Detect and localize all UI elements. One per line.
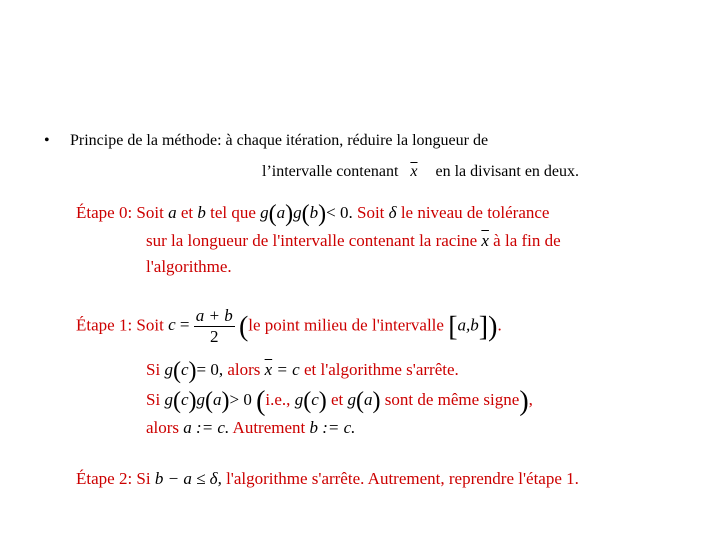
assign-a: a := c. — [183, 418, 230, 437]
delta-symbol: δ — [388, 203, 397, 222]
etape0-line2 — [146, 231, 561, 251]
etape1-line2 — [146, 358, 459, 385]
etape0-inequality: g(a)g(b)< 0. — [260, 201, 353, 227]
var-a: a — [168, 203, 177, 222]
etape1-alors: alors — [227, 360, 261, 379]
bullet-line-2 — [262, 163, 579, 181]
etape1-milieu: le point milieu de l'intervalle — [248, 315, 444, 335]
etape0-tel-que: tel que — [210, 203, 256, 222]
etape1-autrement: Autrement — [232, 418, 306, 437]
g-of-c: g(c) — [294, 388, 327, 414]
bullet-line2-prefix: l’intervalle contenant — [262, 163, 399, 180]
var-b: b — [197, 203, 206, 222]
interval-ab: a,b — [457, 315, 479, 335]
bullet-marker: • — [44, 132, 50, 149]
etape2-si: Si — [136, 469, 151, 488]
g-of-c-eq-0: g(c)= 0, — [164, 358, 224, 384]
etape2-label: Étape 2: — [76, 469, 133, 488]
etape0-niveau: le niveau de tolérance — [400, 203, 550, 222]
etape1-si1: Si — [146, 360, 161, 379]
etape0-line3: l'algorithme. — [146, 257, 232, 276]
etape1-soit: Soit — [136, 315, 164, 335]
etape1-alors2: alors — [146, 418, 180, 437]
etape1-label: Étape 1: — [76, 315, 133, 335]
bullet-line-1 — [44, 132, 50, 150]
etape1-et: et — [330, 390, 344, 409]
etape0-label: Étape 0: — [76, 203, 133, 222]
etape1-line3: Si g(c)g(a)> 0 (i.e., g(c) et g(a) sont de même signe), — [146, 386, 533, 417]
etape0-line2-text: sur la longueur de l'intervalle contenant la racine — [146, 231, 478, 250]
etape0-soit: Soit — [136, 203, 164, 222]
g-of-a: g(a) — [347, 388, 381, 414]
bullet-text-1: Principe de la méthode: à chaque itération, réduire la longueur de — [70, 132, 489, 149]
assign-b: b := c. — [309, 418, 356, 437]
etape1-line1: Étape 1: Soit c = $\frac{a + b}{2}$ (le point milieu de l'intervalle [a,b]). — [76, 306, 502, 346]
etape1-c-def: c = $\frac{a + b}{2}$ — [168, 306, 233, 346]
etape1-arrete: et l'algorithme s'arrête. — [303, 360, 459, 379]
etape0-soit2: Soit — [357, 203, 385, 222]
etape1-meme-signe: sont de même signe — [384, 390, 520, 409]
etape2-condition: b − a ≤ δ, — [154, 469, 222, 488]
etape0-line2-end: à la fin de — [493, 231, 561, 250]
fraction: $\frac{a + b}{2}$ — [195, 306, 233, 346]
xbar-symbol: $\overline{x}$ — [410, 163, 418, 180]
etape0-et: et — [180, 203, 194, 222]
etape1-line4 — [146, 418, 355, 438]
etape2-line — [76, 469, 579, 489]
bullet-line2-suffix: en la divisant en deux. — [435, 163, 580, 180]
etape0-line1 — [76, 201, 549, 228]
gc-ga-gt-0: g(c)g(a)> 0 — [164, 388, 252, 414]
xbar-symbol: $\overline{x}$ — [481, 231, 489, 250]
etape1-ie: i.e., — [265, 390, 291, 409]
xbar-eq-c: $\overline{x} = c$ — [264, 360, 300, 379]
etape2-rest: l'algorithme s'arrête. Autrement, reprendre l'étape 1. — [226, 469, 579, 488]
etape1-si2: Si — [146, 390, 161, 409]
